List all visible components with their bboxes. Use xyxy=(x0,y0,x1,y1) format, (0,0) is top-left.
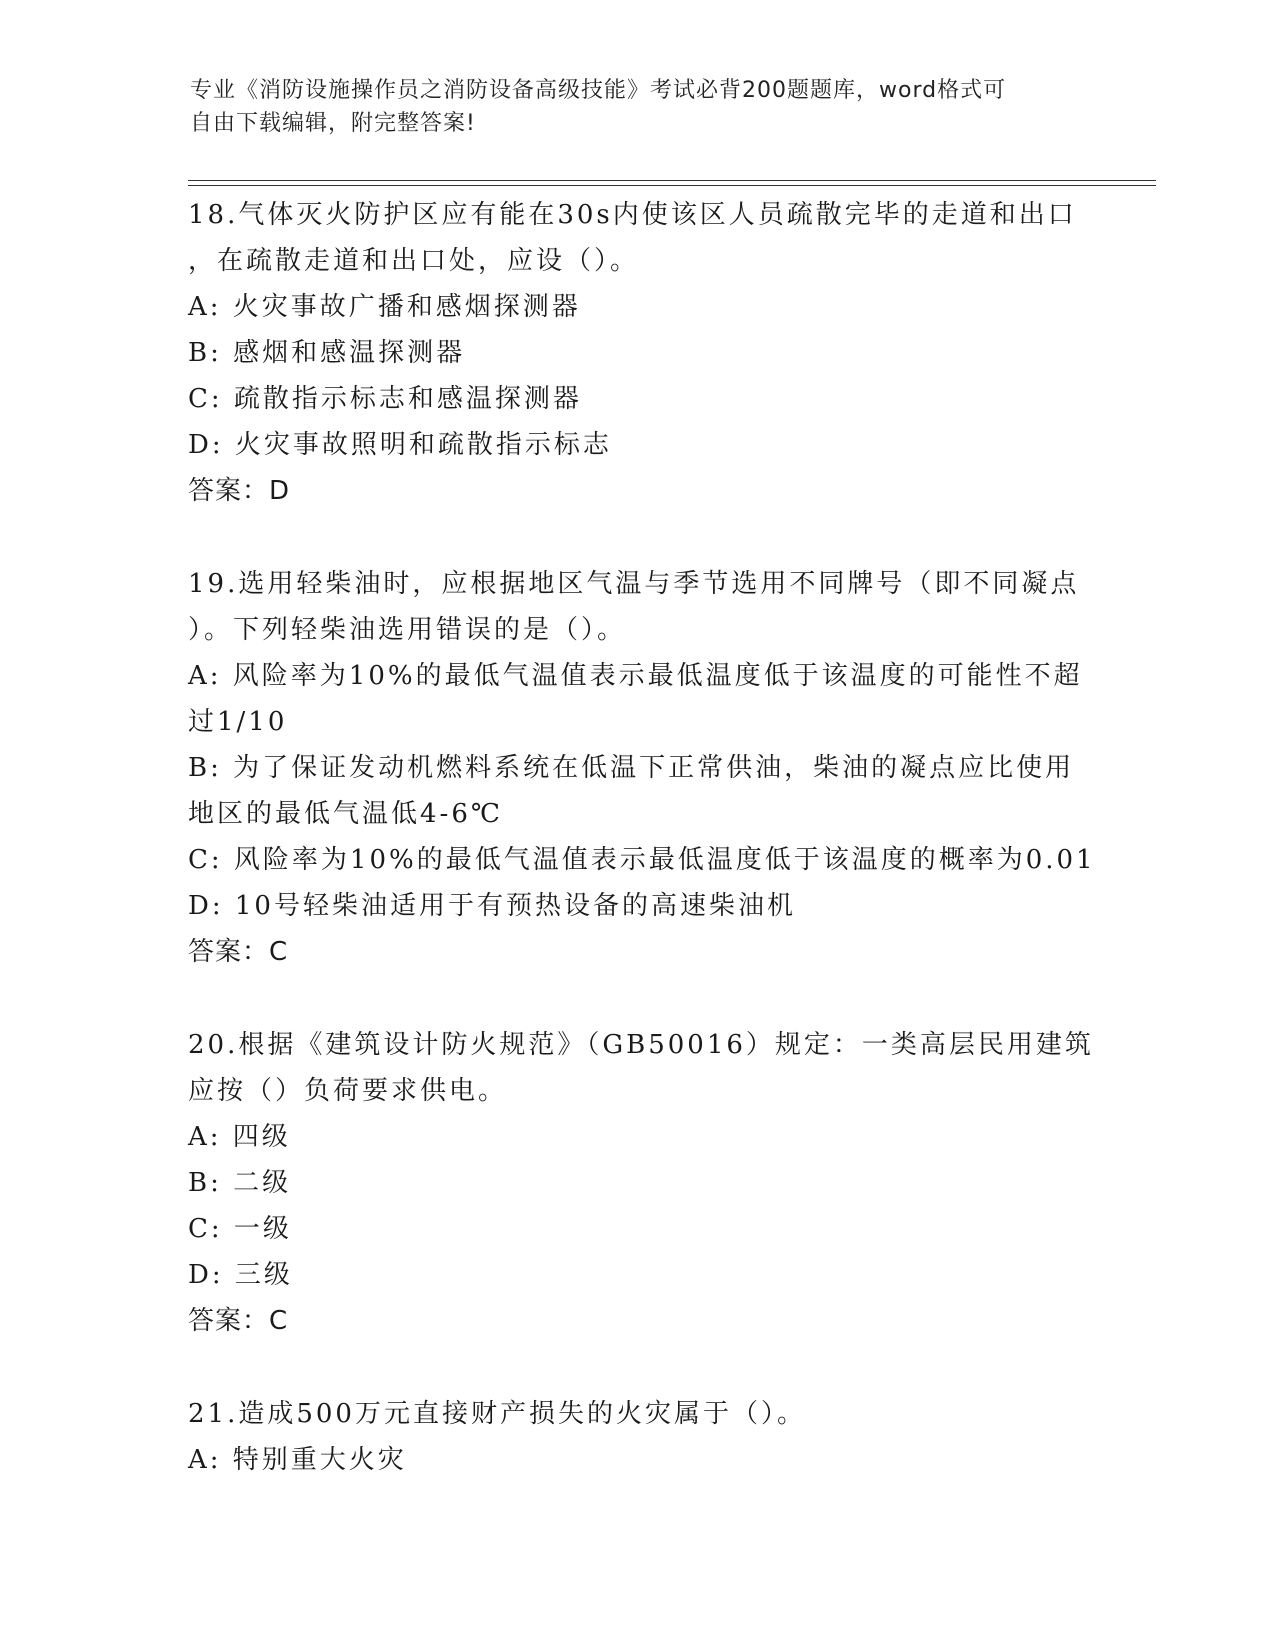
header-line: 自由下载编辑，附完整答案! xyxy=(190,111,476,136)
option-a-continued: 过1/10 xyxy=(188,707,288,737)
question-20 xyxy=(188,1022,1108,1344)
option-c: C: 疏散指示标志和感温探测器 xyxy=(188,384,582,414)
question-stem: 19.选用轻柴油时，应根据地区气温与季节选用不同牌号（即不同凝点 xyxy=(188,569,1080,599)
option-d: D: 三级 xyxy=(188,1260,293,1290)
option-a: A: 火灾事故广播和感烟探测器 xyxy=(188,292,581,322)
option-c: C: 一级 xyxy=(188,1214,292,1244)
question-stem: 18.气体灭火防护区应有能在30s内使该区人员疏散完毕的走道和出口 xyxy=(188,200,1077,230)
option-a: A: 四级 xyxy=(188,1122,291,1152)
option-d: D: 10号轻柴油适用于有预热设备的高速柴油机 xyxy=(188,891,796,921)
header-divider-top xyxy=(188,180,1156,181)
answer: 答案：C xyxy=(188,1306,289,1336)
answer: 答案：D xyxy=(188,476,291,506)
option-b: B: 为了保证发动机燃料系统在低温下正常供油，柴油的凝点应比使用 xyxy=(188,753,1075,783)
question-stem: ，在疏散走道和出口处，应设（）。 xyxy=(188,246,640,276)
option-b: B: 二级 xyxy=(188,1168,292,1198)
header-line: 专业《消防设施操作员之消防设备高级技能》考试必背200题题库，word格式可 xyxy=(190,78,1007,103)
option-a: A: 风险率为10%的最低气温值表示最低温度低于该温度的可能性不超 xyxy=(188,661,1083,691)
question-list xyxy=(188,192,1108,1483)
answer: 答案：C xyxy=(188,937,289,967)
option-a: A: 特别重大火灾 xyxy=(188,1445,407,1475)
question-stem: 20.根据《建筑设计防火规范》（GB50016）规定：一类高层民用建筑 xyxy=(188,1030,1094,1060)
option-d: D: 火灾事故照明和疏散指示标志 xyxy=(188,430,612,460)
document-header xyxy=(190,74,1090,140)
question-stem: 21.造成500万元直接财产损失的火灾属于（）。 xyxy=(188,1399,806,1429)
header-divider-bottom xyxy=(188,185,1156,186)
option-c: C: 风险率为10%的最低气温值表示最低温度低于该温度的概率为0.01 xyxy=(188,845,1096,875)
option-b-continued: 地区的最低气温低4-6℃ xyxy=(188,799,503,829)
question-18 xyxy=(188,192,1108,514)
question-19 xyxy=(188,561,1108,975)
question-21 xyxy=(188,1391,1108,1483)
option-b: B: 感烟和感温探测器 xyxy=(188,338,466,368)
question-stem: ）。下列轻柴油选用错误的是（）。 xyxy=(188,615,627,645)
question-stem: 应按（）负荷要求供电。 xyxy=(188,1076,508,1106)
